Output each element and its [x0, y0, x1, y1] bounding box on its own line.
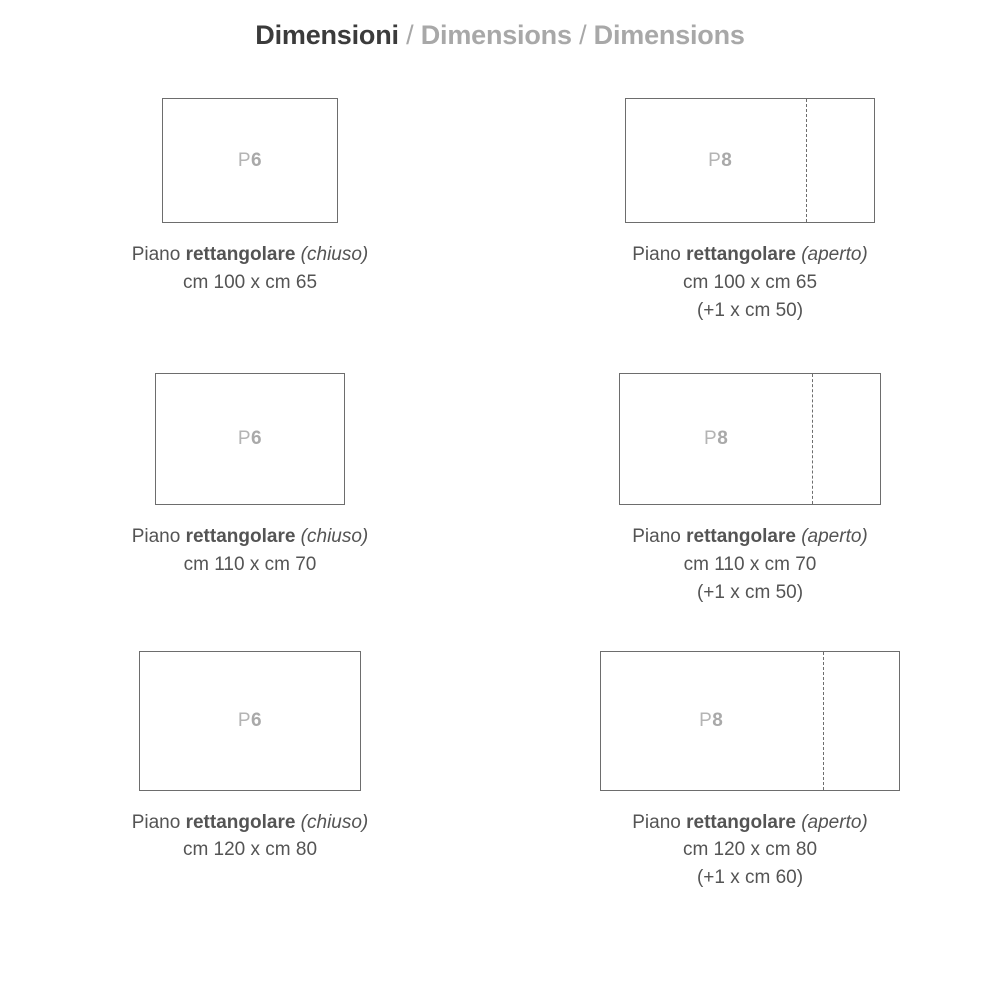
caption-shape: rettangolare: [686, 244, 796, 265]
figure-rect-closed-110x70: [155, 373, 345, 505]
figure-rect-open-100x65: [625, 98, 875, 223]
page-title-it: Dimensioni: [255, 20, 399, 50]
figure-block-rect-open-100x65: [500, 98, 1000, 325]
figure-rect-closed-100x65: [162, 98, 338, 223]
figures-grid: [0, 98, 1000, 892]
page-title-separator-2: /: [571, 20, 594, 50]
caption-prefix: Piano: [131, 244, 186, 265]
caption-state: (aperto): [795, 244, 868, 265]
figure-block-rect-closed-100x65: [0, 98, 500, 325]
figure-rect-open-110x70: [619, 373, 881, 505]
figure-block-rect-open-110x70: [500, 373, 1000, 607]
caption-prefix: Piano: [131, 525, 186, 547]
panel-label: P8: [704, 427, 729, 449]
caption-dimensions: cm 100 x cm 65: [682, 271, 818, 293]
figure-caption: [132, 809, 369, 865]
caption-dimensions: cm 110 x cm 70: [683, 553, 817, 575]
table-top-outline: [139, 651, 361, 791]
figures-row: [0, 98, 1000, 325]
page-title: [0, 0, 1000, 51]
caption-state: (chiuso): [295, 811, 369, 833]
panel-label: P6: [237, 427, 263, 449]
caption-shape: rettangolare: [185, 244, 296, 265]
caption-prefix: Piano: [632, 244, 687, 265]
figure-rect-open-120x80: [600, 651, 900, 791]
figure-caption: [632, 523, 868, 607]
caption-shape: rettangolare: [686, 811, 796, 833]
figure-block-rect-closed-120x80: [0, 651, 500, 893]
figure-block-rect-closed-110x70: [0, 373, 500, 607]
table-top-outline: [162, 98, 338, 223]
caption-dimensions: cm 120 x cm 80: [682, 839, 818, 861]
panel-label: P6: [237, 709, 263, 731]
figure-caption: [632, 241, 868, 325]
caption-prefix: Piano: [632, 525, 687, 547]
table-top-outline: [155, 373, 345, 505]
panel-label: P6: [237, 149, 263, 171]
caption-prefix: Piano: [632, 811, 687, 833]
figure-rect-closed-120x80: [139, 651, 361, 791]
figures-row: [0, 651, 1000, 893]
figure-caption: [132, 523, 369, 579]
panel-label: P8: [699, 709, 724, 731]
caption-dimensions: cm 120 x cm 80: [182, 839, 318, 861]
caption-shape: rettangolare: [686, 525, 796, 547]
figure-caption: [132, 241, 369, 297]
figures-row: [0, 373, 1000, 607]
caption-state: (chiuso): [295, 525, 369, 547]
page-title-separator-1: /: [398, 20, 421, 50]
caption-state: (aperto): [795, 811, 868, 833]
figure-block-rect-open-120x80: [500, 651, 1000, 893]
page-title-fr: Dimensions: [593, 20, 745, 50]
extension-dashed-line: [823, 652, 824, 790]
caption-state: (chiuso): [295, 244, 369, 265]
panel-label: P8: [708, 149, 733, 171]
caption-extension: (+1 x cm 50): [696, 299, 804, 321]
extension-dashed-line: [812, 374, 813, 504]
table-top-outline: [600, 651, 900, 791]
table-top-outline: [625, 98, 875, 223]
caption-dimensions: cm 100 x cm 65: [182, 271, 318, 293]
page-title-en: Dimensions: [420, 20, 572, 50]
extension-dashed-line: [806, 99, 807, 222]
table-top-outline: [619, 373, 881, 505]
caption-extension: (+1 x cm 60): [696, 867, 804, 889]
caption-dimensions: cm 110 x cm 70: [183, 553, 317, 575]
caption-prefix: Piano: [131, 811, 186, 833]
caption-state: (aperto): [795, 525, 868, 547]
caption-extension: (+1 x cm 50): [696, 581, 804, 603]
caption-shape: rettangolare: [185, 525, 296, 547]
caption-shape: rettangolare: [185, 811, 296, 833]
figure-caption: [632, 809, 868, 893]
